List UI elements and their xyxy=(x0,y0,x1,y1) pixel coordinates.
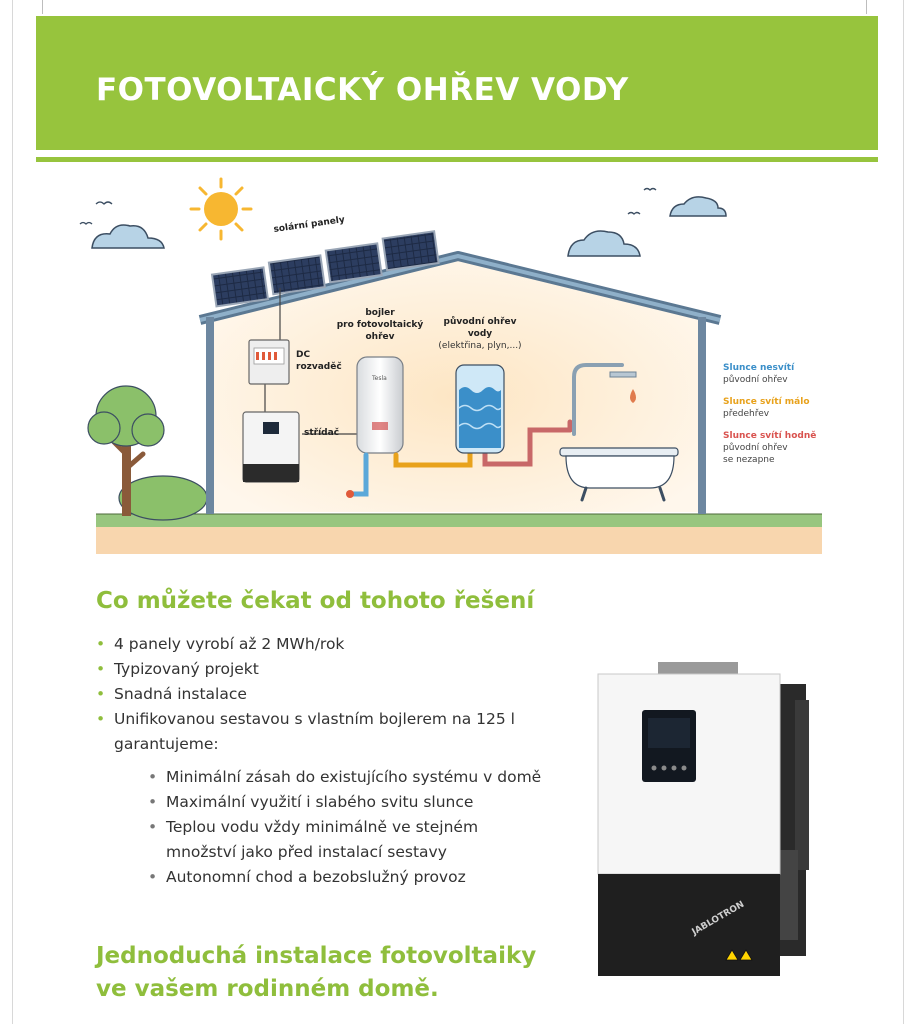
solar-panels-label: solární panely xyxy=(273,215,346,235)
valve-icon xyxy=(346,490,354,498)
tree-icon xyxy=(88,386,207,520)
inverter-product-photo xyxy=(590,660,820,985)
benefits-heading: Co můžete čekat od tohoto řešení xyxy=(96,588,535,614)
closing-statement xyxy=(96,940,576,1006)
pv-boiler xyxy=(357,357,403,453)
list-item: • Minimální zásah do existujícího systému v domě xyxy=(148,765,548,790)
list-item: • Autonomní chod a bezobslužný provoz xyxy=(148,865,548,890)
inverter-label: střídač xyxy=(304,428,340,438)
ground-sand xyxy=(96,527,822,554)
dc-label-2: rozvaděč xyxy=(296,362,342,372)
heating-legend xyxy=(723,362,843,466)
benefits-list xyxy=(96,632,566,757)
dc-distribution-box xyxy=(249,340,289,384)
legend-desc-high-sun-2: se nezapne xyxy=(723,455,775,465)
legend-title-high-sun: Slunce svítí hodně xyxy=(723,431,817,441)
product-brand: JABLOTRON xyxy=(690,899,747,938)
crop-mark xyxy=(42,0,43,14)
boiler-label-2: pro fotovoltaický xyxy=(336,320,424,330)
original-heating-label-3: (elektřina, plyn,...) xyxy=(438,341,522,351)
list-item: • Teplou vodu vždy minimálně ve stejném množství jako před instalací sestavy xyxy=(148,815,548,865)
dc-label-1: DC xyxy=(296,350,311,360)
original-heating-label-2: vody xyxy=(467,329,493,339)
legend-desc-low-sun: předehřev xyxy=(723,409,770,419)
boiler-label-3: ohřev xyxy=(365,332,395,342)
list-item: • 4 panely vyrobí až 2 MWh/rok xyxy=(96,632,566,657)
list-item: • Snadná instalace xyxy=(96,682,566,707)
legend-desc-high-sun-1: původní ohřev xyxy=(723,443,788,453)
legend-title-low-sun: Slunce svítí málo xyxy=(723,397,810,407)
closing-line-1: Jednoduchá instalace fotovoltaiky xyxy=(96,943,537,969)
bird-icon xyxy=(80,189,656,225)
page-title: FOTOVOLTAICKÝ OHŘEV VODY xyxy=(96,72,629,108)
original-heating-label-1: původní ohřev xyxy=(443,317,517,327)
cloud-icon xyxy=(670,197,726,216)
guarantee-list xyxy=(148,765,548,890)
original-water-heater xyxy=(456,365,504,453)
boiler-label-1: bojler xyxy=(365,308,395,318)
list-item: • Maximální využití i slabého svitu slunce xyxy=(148,790,548,815)
cloud-icon xyxy=(568,231,640,256)
list-item: • Typizovaný projekt xyxy=(96,657,566,682)
legend-title-no-sun: Slunce nesvítí xyxy=(723,363,795,373)
legend-desc-no-sun: původní ohřev xyxy=(723,375,788,385)
shower-head xyxy=(610,372,636,377)
header-banner xyxy=(36,16,878,150)
boiler-brand: Tesla xyxy=(372,375,387,382)
list-item: • Unifikovanou sestavou s vlastním bojlerem na 125 l garantujeme: xyxy=(96,707,566,757)
ground-grass xyxy=(96,514,822,527)
closing-line-2: ve vašem rodinném domě. xyxy=(96,976,439,1002)
header-rule xyxy=(36,157,878,162)
sun-icon xyxy=(191,179,251,239)
cloud-icon xyxy=(92,225,164,248)
crop-mark xyxy=(866,0,867,14)
inverter-unit xyxy=(243,412,299,482)
